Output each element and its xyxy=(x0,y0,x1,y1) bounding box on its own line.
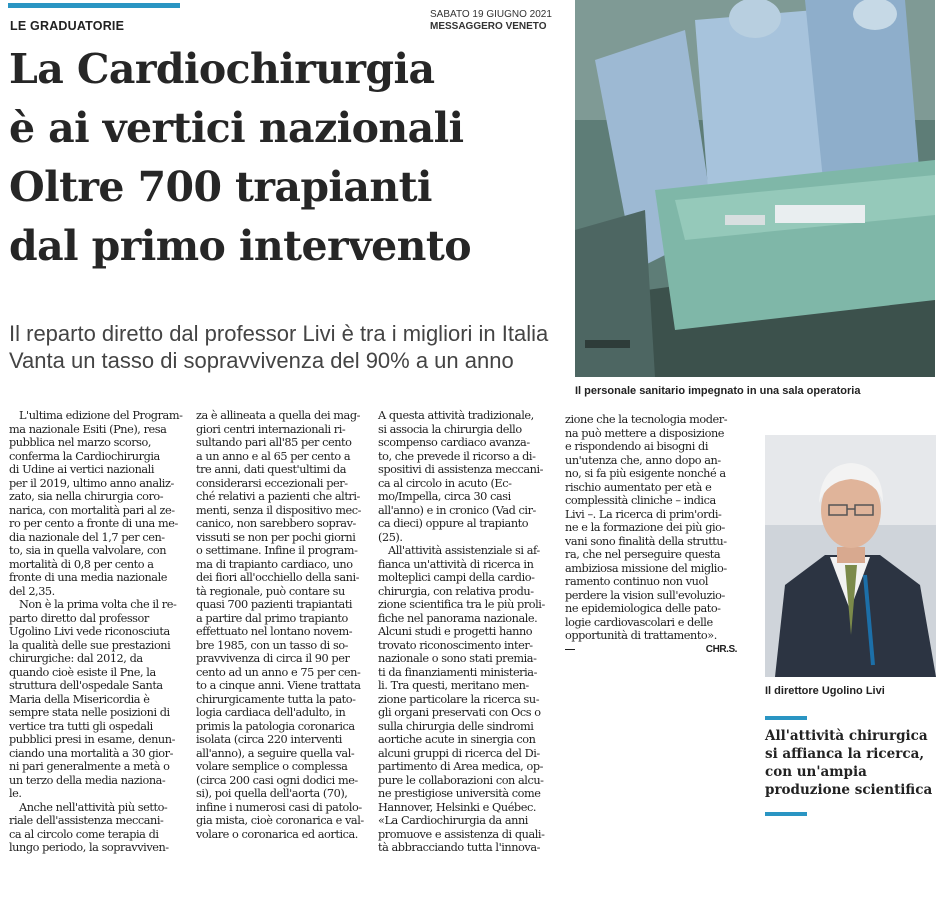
text-line: ca al circolo come terapia di xyxy=(9,827,159,841)
section-label: LE GRADUATORIE xyxy=(10,19,125,33)
text-line: ciando una mortalità a 30 gior- xyxy=(9,746,173,760)
text-line: opportunità di trattamento». xyxy=(565,629,717,642)
text-line: pure le collaborazioni con alcu- xyxy=(378,773,544,787)
text-line: ambiziosa missione del miglio- xyxy=(565,561,727,575)
portrait-caption: Il direttore Ugolino Livi xyxy=(765,685,885,697)
text-line: si associa la chirurgia dello xyxy=(378,422,522,436)
text-line: sultando pari all'85 per cento xyxy=(196,436,352,449)
article-column-2 xyxy=(196,409,370,841)
pullquote-line: si affianca la ricerca, xyxy=(765,746,925,762)
publication-date: SABATO 19 GIUGNO 2021 xyxy=(430,9,552,20)
text-line: spositivi di assistenza meccani- xyxy=(378,463,544,476)
text-line: ca dieci) oppure al trapianto xyxy=(378,517,529,530)
text-line: un terzo della media naziona- xyxy=(9,773,166,787)
text-line: dia nazionale del 1,7 per cen- xyxy=(9,530,165,544)
signature: CHR.S. xyxy=(705,643,737,655)
text-line: ramento continuo non vuol xyxy=(565,575,709,588)
text-line: giori centri internazionali ri- xyxy=(196,422,346,436)
text-line: chirurgicamente tutta la pato- xyxy=(196,692,356,706)
text-line: mortalità di 0,8 per cento a xyxy=(9,557,154,571)
text-line: to a cinque anni. Viene trattata xyxy=(196,679,361,692)
text-line: Alcuni studi e progetti hanno xyxy=(378,625,533,638)
text-line: volare semplice o complessa xyxy=(196,760,348,773)
text-line: gli organi preservati con Ocs o xyxy=(378,706,541,719)
text-line: trovato riconoscimento inter- xyxy=(378,638,533,652)
text-line: (circa 200 casi ogni dodici me- xyxy=(196,773,358,787)
text-line: a un anno e al 65 per cento a xyxy=(196,449,351,463)
text-line: la qualità delle sue prestazioni xyxy=(9,638,171,652)
text-line: ne e la formazione dei più gio- xyxy=(565,521,725,534)
text-line: no, si fa più esigente nonché a xyxy=(565,467,726,480)
text-line: ro per cento a fronte di una me- xyxy=(9,517,178,530)
text-line: ché relativi a pazienti che altri- xyxy=(196,490,360,503)
text-line: di Udine ai vertici nazionali xyxy=(9,463,155,476)
newspaper-name: MESSAGGERO VENETO xyxy=(430,21,547,32)
text-line: parto diretto dal professor xyxy=(9,611,149,625)
article-column-3 xyxy=(378,409,550,855)
text-line: Anche nell'attività più setto- xyxy=(19,800,168,814)
text-line: zione che la tecnologia moder- xyxy=(565,413,728,426)
text-line: «La Cardiochirurgia da anni xyxy=(378,814,528,827)
text-line: zione particolare la ricerca su- xyxy=(378,692,540,706)
article-column-4 xyxy=(565,413,741,656)
text-line: considerarsi eccezionali per- xyxy=(196,476,348,490)
text-line: molteplici campi della cardio- xyxy=(378,571,535,584)
text-line: per il 2019, ultimo anno analiz- xyxy=(9,476,174,490)
text-line: vani sono finalità della struttu- xyxy=(565,534,727,548)
text-line: vertice tra tutti gli ospedali xyxy=(9,719,153,733)
text-line: tà regionale, può contare su xyxy=(196,584,345,598)
text-line: logie cardiovascolari e delle xyxy=(565,615,713,629)
text-line: sulla chirurgia delle sindromi xyxy=(378,719,534,733)
text-line: conferma la Cardiochirurgia xyxy=(9,449,160,463)
text-line: chirurgia, con relativa produ- xyxy=(378,584,534,598)
operating-room-photo xyxy=(575,0,935,377)
text-line: Maria della Misericordia è xyxy=(9,692,150,706)
text-line: effettuato nel lontano novem- xyxy=(196,625,353,638)
text-line: pubblica nel marzo scorso, xyxy=(9,436,152,449)
text-line: le. xyxy=(9,787,22,800)
text-line: ne epidemiologica delle pato- xyxy=(565,602,721,615)
text-line: partimento di Area medica, op- xyxy=(378,760,543,773)
text-line: li. Tra questi, meritano men- xyxy=(378,679,529,692)
text-line: all'anno), a seguire quella val- xyxy=(196,746,355,760)
text-line: lungo periodo, la sopravviven- xyxy=(9,841,169,854)
text-line: fianca un'attività di ricerca in xyxy=(378,557,534,571)
text-line: quasi 700 pazienti trapiantati xyxy=(196,598,353,611)
text-line: quando cioè esiste il Pne, la xyxy=(9,665,156,679)
headline-line: La Cardiochirurgia xyxy=(9,45,435,93)
operating-room-illustration xyxy=(575,0,935,377)
text-line: za è allineata a quella dei mag- xyxy=(196,409,360,422)
text-line: (25). xyxy=(378,530,403,544)
headline xyxy=(9,40,569,276)
headline-line: è ai vertici nazionali xyxy=(9,104,464,152)
pullquote-rule-top xyxy=(765,716,807,720)
text-line: Livi –. La ricerca di prim'ordi- xyxy=(565,507,722,521)
subheadline xyxy=(9,320,569,374)
text-line: canico, non sarebbero soprav- xyxy=(196,517,356,530)
text-line: L'ultima edizione del Program- xyxy=(19,409,183,422)
text-line: cento ad un anno e 75 per cen- xyxy=(196,665,361,679)
text-line: ne prestigiose università come xyxy=(378,787,541,800)
headline-line: dal primo intervento xyxy=(9,222,471,270)
text-line: sempre stata nelle posizioni di xyxy=(9,706,170,719)
text-line: nazionale o sono stati premia- xyxy=(378,652,537,665)
text-line: un'utenza che, anno dopo an- xyxy=(565,453,721,467)
article-column-1 xyxy=(9,409,189,855)
text-line: zato, sia nella chirurgia coro- xyxy=(9,490,164,503)
text-line: o settimane. Infine il program- xyxy=(196,544,358,557)
text-line: del 2,35. xyxy=(9,584,55,598)
director-portrait-photo xyxy=(765,435,936,677)
text-line: all'anno) e in cronico (Vad cir- xyxy=(378,503,536,517)
text-line: Non è la prima volta che il re- xyxy=(19,598,177,611)
text-line: na può mettere a disposizione xyxy=(565,426,725,440)
text-line: ti da finanziamenti ministeria- xyxy=(378,665,537,679)
text-line: menti, senza il dispositivo mec- xyxy=(196,503,362,517)
text-line: promuove e assistenza di quali- xyxy=(378,827,545,841)
text-line: e rispondendo ai bisogni di xyxy=(565,440,709,453)
pullquote xyxy=(765,727,940,799)
director-portrait-illustration xyxy=(765,435,936,677)
text-line: fronte di una media nazionale xyxy=(9,571,167,584)
text-line: fiche nel panorama nazionale. xyxy=(378,611,538,625)
signature-dash: — xyxy=(565,643,575,655)
text-line: dei fiori all'occhiello della sani- xyxy=(196,571,359,584)
pullquote-rule-bottom xyxy=(765,812,807,816)
text-line: isolata (circa 220 interventi xyxy=(196,733,342,746)
text-line: alcuni gruppi di ricerca del Di- xyxy=(378,746,540,760)
text-line: bre 1985, con un tasso di so- xyxy=(196,638,349,652)
text-line: narica, con mortalità pari al ze- xyxy=(9,503,175,517)
text-line: pravvivenza di circa il 90 per xyxy=(196,652,350,665)
text-line: primis la patologia coronarica xyxy=(196,719,355,733)
text-line: scompenso cardiaco avanza- xyxy=(378,436,530,449)
text-line: ni pari generalmente a metà o xyxy=(9,760,170,773)
text-line: chirurgiche: dal 2012, da xyxy=(9,652,143,665)
text-line: perdere la vision sull'evoluzio- xyxy=(565,588,725,602)
text-line: aortiche acute in sinergia con xyxy=(378,733,536,746)
text-line: ma nazionale Esiti (Pne), resa xyxy=(9,422,167,436)
text-line: logia cardiaca dell'adulto, in xyxy=(196,706,346,719)
text-line: Ugolino Livi vede riconosciuta xyxy=(9,625,170,638)
subheadline-line: Vanta un tasso di sopravvivenza del 90% a un anno xyxy=(9,348,514,373)
text-line: a partire dal primo trapianto xyxy=(196,611,348,625)
dateline xyxy=(430,9,552,33)
text-line: to, sia in quella valvolare, con xyxy=(9,544,167,557)
text-line: complessità cliniche – indica xyxy=(565,494,716,507)
text-line: mo/Impella, circa 30 casi xyxy=(378,490,511,503)
text-line: ra, che nel perseguire questa xyxy=(565,548,721,561)
text-line: rischio aumentato per età e xyxy=(565,480,712,494)
text-line: A questa attività tradizionale, xyxy=(378,409,534,422)
text-line: pubblici presi in esame, denun- xyxy=(9,733,175,746)
text-line: zione scientifica tra le più proli- xyxy=(378,598,545,611)
section-accent-bar xyxy=(8,3,180,8)
pullquote-line: All'attività chirurgica xyxy=(765,728,928,744)
text-line: tà abbracciando tutta l'innova- xyxy=(378,841,540,854)
byline xyxy=(565,643,737,657)
text-line: volare o coronarica ed aortica. xyxy=(196,827,358,841)
text-line: struttura dell'ospedale Santa xyxy=(9,679,163,692)
subheadline-line: Il reparto diretto dal professor Livi è tra i migliori in Italia xyxy=(9,321,549,346)
headline-line: Oltre 700 trapianti xyxy=(9,163,432,211)
pullquote-line: produzione scientifica xyxy=(765,782,933,798)
text-line: ma di trapianto cardiaco, uno xyxy=(196,557,353,571)
text-line: to, che prevede il ricorso a di- xyxy=(378,449,536,463)
text-line: infine i numerosi casi di patolo- xyxy=(196,800,362,814)
pullquote-line: con un'ampia xyxy=(765,764,867,780)
text-line: All'attività assistenziale si af- xyxy=(388,544,540,557)
text-line: vissuti se non per pochi giorni xyxy=(196,530,356,544)
text-line: tre anni, dati quest'ultimi da xyxy=(196,463,347,476)
text-line: gia mista, cioè coronarica e val- xyxy=(196,814,364,827)
text-line: si), poi quella dell'aorta (70), xyxy=(196,787,348,800)
text-line: riale dell'assistenza meccani- xyxy=(9,814,164,827)
photo-caption: Il personale sanitario impegnato in una sala operatoria xyxy=(575,385,861,397)
text-line: Hannover, Helsinki e Québec. xyxy=(378,800,536,814)
text-line: ca al circolo in acuto (Ec- xyxy=(378,476,512,490)
